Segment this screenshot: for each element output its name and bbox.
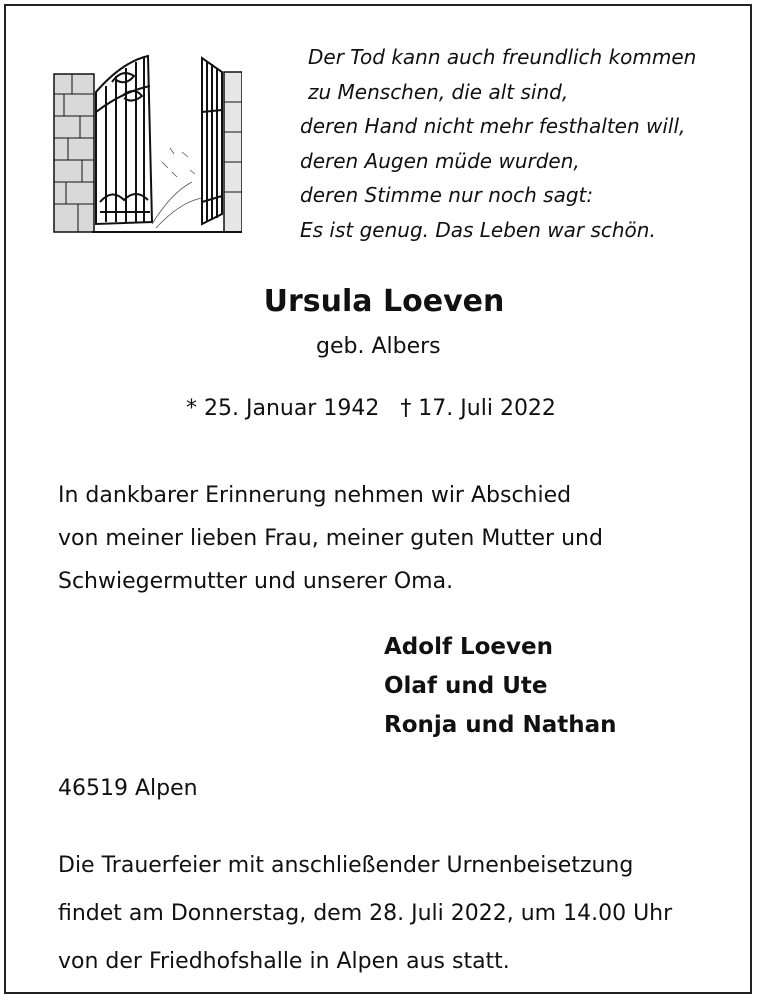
poem-line: Es ist genug. Das Leben war schön. xyxy=(300,217,656,242)
poem-line: deren Hand nicht mehr festhalten will, xyxy=(300,114,686,138)
life-dates: * 25. Januar 1942 † 17. Juli 2022 xyxy=(186,396,556,421)
farewell-message xyxy=(58,474,603,603)
poem-line: zu Menschen, die alt sind, xyxy=(308,79,569,104)
message-line: Schwiegermutter und unserer Oma. xyxy=(58,569,454,594)
funeral-line: findet am Donnerstag, dem 28. Juli 2022, um 14.00 Uhr xyxy=(58,901,673,926)
family-name: Ronja und Nathan xyxy=(384,712,617,738)
place: 46519 Alpen xyxy=(58,776,198,801)
family-signatures xyxy=(384,628,617,745)
message-line: In dankbarer Erinnerung nehmen wir Abschied xyxy=(58,483,572,508)
funeral-info xyxy=(58,842,672,986)
message-line: von meiner lieben Frau, meiner guten Mutter und xyxy=(58,526,603,551)
deceased-name xyxy=(0,284,758,319)
family-name: Olaf und Ute xyxy=(384,673,548,699)
family-name: Adolf Loeven xyxy=(384,634,553,660)
deceased-name-text: Ursula Loeven xyxy=(263,284,505,319)
funeral-line: von der Friedhofshalle in Alpen aus statt. xyxy=(58,949,510,974)
poem-line: deren Stimme nur noch sagt: xyxy=(300,183,594,207)
funeral-line: Die Trauerfeier mit anschließender Urnenbeisetzung xyxy=(58,853,634,878)
poem xyxy=(300,40,740,247)
poem-line: Der Tod kann auch freundlich kommen xyxy=(308,45,697,69)
open-gate-icon xyxy=(52,52,242,234)
poem-line: deren Augen müde wurden, xyxy=(300,148,580,173)
birth-name: geb. Albers xyxy=(316,334,441,359)
